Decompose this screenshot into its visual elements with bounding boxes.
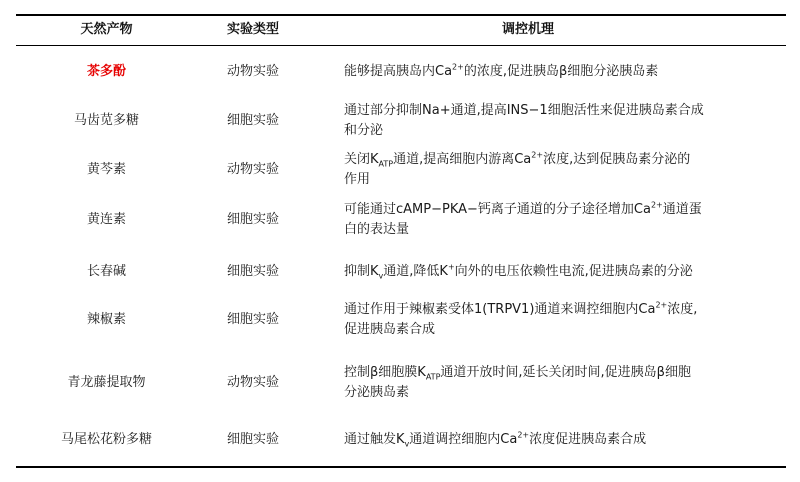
mechanism-line bbox=[344, 170, 784, 190]
table-top-rule bbox=[16, 14, 786, 16]
text-segment: 通道开放时间,延长关闭时间,促进胰岛β细胞 bbox=[440, 365, 691, 380]
cell-product: 黄芩素 bbox=[86, 162, 126, 177]
mechanism-line bbox=[344, 300, 784, 320]
mechanism-line bbox=[344, 320, 784, 340]
superscript: 2+ bbox=[655, 300, 668, 310]
mechanism-line bbox=[344, 121, 784, 141]
text-segment: 通道蛋 bbox=[662, 202, 702, 217]
mechanism-line bbox=[344, 200, 784, 220]
text-segment: 的浓度,促进胰岛β细胞分泌胰岛素 bbox=[463, 64, 659, 79]
text-segment: 通道,提高细胞内游离Ca bbox=[393, 152, 532, 167]
cell-experiment-type: 细胞实验 bbox=[226, 264, 279, 279]
text-segment: 向外的电压依赖性电流,促进胰岛素的分泌 bbox=[454, 264, 693, 279]
text-segment: 促进胰岛素合成 bbox=[344, 322, 436, 337]
cell-mechanism bbox=[344, 62, 784, 82]
cell-mechanism bbox=[344, 200, 784, 240]
mechanism-line bbox=[344, 363, 784, 383]
text-segment: 通过作用于辣椒素受体1(TRPV1)通道来调控细胞内Ca bbox=[344, 302, 656, 317]
mechanism-line bbox=[344, 150, 784, 170]
superscript: 2+ bbox=[650, 200, 663, 210]
cell-product: 马尾松花粉多糖 bbox=[60, 432, 152, 447]
text-segment: 浓度促进胰岛素合成 bbox=[529, 432, 647, 447]
text-segment: 抑制K bbox=[344, 264, 379, 279]
header-experiment-type: 实验类型 bbox=[226, 22, 279, 37]
mechanism-line bbox=[344, 430, 784, 450]
mechanism-line bbox=[344, 62, 784, 82]
cell-experiment-type: 细胞实验 bbox=[226, 432, 279, 447]
cell-mechanism bbox=[344, 300, 784, 340]
mechanism-line bbox=[344, 262, 784, 282]
cell-mechanism bbox=[344, 150, 784, 190]
header-mechanism: 调控机理 bbox=[501, 22, 554, 37]
cell-product: 茶多酚 bbox=[86, 64, 126, 79]
cell-product: 长春碱 bbox=[86, 264, 126, 279]
subscript: v bbox=[404, 439, 410, 449]
text-segment: 和分泌 bbox=[344, 123, 384, 138]
table-bottom-rule bbox=[16, 466, 786, 468]
table-header-rule bbox=[16, 45, 786, 46]
text-segment: 关闭K bbox=[344, 152, 379, 167]
cell-mechanism bbox=[344, 430, 784, 450]
text-segment: 通过触发K bbox=[344, 432, 405, 447]
cell-product: 马齿苋多糖 bbox=[73, 113, 139, 128]
mechanism-line bbox=[344, 383, 784, 403]
cell-experiment-type: 细胞实验 bbox=[226, 113, 279, 128]
text-segment: 浓度, bbox=[667, 302, 698, 317]
cell-experiment-type: 细胞实验 bbox=[226, 312, 279, 327]
cell-mechanism bbox=[344, 262, 784, 282]
superscript: + bbox=[447, 262, 455, 272]
cell-mechanism bbox=[344, 363, 784, 403]
text-segment: 通道调控细胞内Ca bbox=[409, 432, 518, 447]
cell-experiment-type: 细胞实验 bbox=[226, 212, 279, 227]
text-segment: 通道,降低K bbox=[383, 264, 448, 279]
subscript: ATP bbox=[425, 372, 441, 382]
text-segment: 通过部分抑制Na+通道,提高INS−1细胞活性来促进胰岛素合成 bbox=[344, 103, 704, 118]
subscript: ATP bbox=[378, 159, 394, 169]
cell-product: 青龙藤提取物 bbox=[67, 375, 146, 390]
text-segment: 浓度,达到促胰岛素分泌的 bbox=[543, 152, 691, 167]
text-segment: 白的表达量 bbox=[344, 222, 410, 237]
text-segment: 作用 bbox=[344, 172, 371, 187]
header-product: 天然产物 bbox=[80, 22, 133, 37]
text-segment: 控制β细胞膜K bbox=[344, 365, 426, 380]
subscript: v bbox=[378, 271, 384, 281]
cell-experiment-type: 动物实验 bbox=[226, 162, 279, 177]
text-segment: 分泌胰岛素 bbox=[344, 385, 410, 400]
mechanism-line bbox=[344, 220, 784, 240]
cell-experiment-type: 动物实验 bbox=[226, 375, 279, 390]
text-segment: 能够提高胰岛内Ca bbox=[344, 64, 453, 79]
cell-mechanism bbox=[344, 101, 784, 141]
text-segment: 可能通过cAMP−PKA−钙离子通道的分子途径增加Ca bbox=[344, 202, 651, 217]
superscript: 2+ bbox=[452, 62, 464, 72]
cell-product: 黄连素 bbox=[86, 212, 126, 227]
superscript: 2+ bbox=[517, 430, 530, 440]
mechanism-line bbox=[344, 101, 784, 121]
cell-experiment-type: 动物实验 bbox=[226, 64, 279, 79]
superscript: 2+ bbox=[531, 150, 544, 160]
cell-product: 辣椒素 bbox=[86, 312, 126, 327]
